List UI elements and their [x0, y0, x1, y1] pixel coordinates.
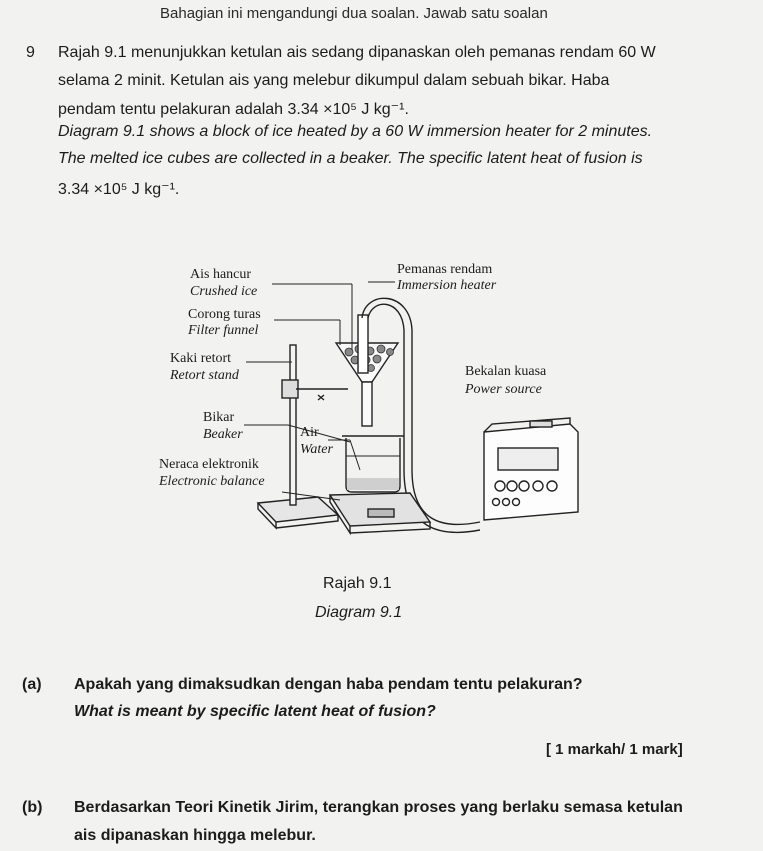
section-header: Bahagian ini mengandungi dua soalan. Jawab satu soalan: [160, 5, 548, 22]
question-malay-line-2: selama 2 minit. Ketulan ais yang melebur dikumpul dalam sebuah bikar. Haba: [58, 72, 610, 89]
part-b-label: (b): [22, 799, 43, 816]
label-water-ms: Air: [300, 425, 319, 440]
immersion-heater: [358, 315, 368, 373]
label-heater-ms: Pemanas rendam: [397, 262, 493, 277]
diagram-caption-english: Diagram 9.1: [315, 604, 403, 621]
label-crushed-ice-ms: Ais hancur: [190, 267, 252, 282]
part-b-malay-line-2: ais dipanaskan hingga melebur.: [74, 827, 316, 844]
label-beaker-en: Beaker: [203, 427, 243, 442]
label-crushed-ice-en: Crushed ice: [190, 284, 258, 299]
part-b-malay-line-1: Berdasarkan Teori Kinetik Jirim, terangkan proses yang berlaku semasa ketulan: [74, 799, 683, 816]
part-a-label: (a): [22, 676, 42, 693]
part-a-malay: Apakah yang dimaksudkan dengan haba pendam tentu pelakuran?: [74, 676, 583, 693]
retort-rod: [290, 345, 296, 505]
part-a-marks: [ 1 markah/ 1 mark]: [546, 741, 683, 758]
label-power-ms: Bekalan kuasa: [465, 364, 547, 379]
question-english-line-2: The melted ice cubes are collected in a beaker. The specific latent heat of fusion is: [58, 150, 643, 167]
label-beaker-ms: Bikar: [203, 410, 235, 425]
question-english-line-1: Diagram 9.1 shows a block of ice heated by a 60 W immersion heater for 2 minutes.: [58, 123, 653, 140]
diagram-caption-malay: Rajah 9.1: [323, 575, 392, 592]
question-malay-line-3: pendam tentu pelakuran adalah 3.34 ×10⁵ J kg⁻¹.: [58, 101, 409, 118]
label-funnel-ms: Corong turas: [188, 307, 261, 322]
retort-stand-base: [258, 497, 338, 522]
part-a-english: What is meant by specific latent heat of fusion?: [74, 703, 436, 720]
latent-heat-value-english: 3.34 ×10⁵ J kg⁻¹.: [58, 181, 180, 198]
clamp-boss: [282, 380, 298, 398]
question-number: 9: [26, 44, 35, 61]
label-balance-ms: Neraca elektronik: [159, 457, 259, 472]
latent-heat-value-malay: 3.34 ×10⁵ J kg⁻¹.: [287, 101, 409, 118]
label-heater-en: Immersion heater: [397, 278, 497, 293]
label-balance-en: Electronic balance: [159, 474, 265, 489]
question-malay-line-1: Rajah 9.1 menunjukkan ketulan ais sedang dipanaskan oleh pemanas rendam 60 W: [58, 44, 656, 61]
label-power-en: Power source: [465, 382, 542, 397]
label-funnel-en: Filter funnel: [188, 323, 259, 338]
label-retort-en: Retort stand: [170, 368, 239, 383]
heater-cable: [362, 298, 480, 524]
label-water-en: Water: [300, 442, 333, 457]
label-retort-ms: Kaki retort: [170, 351, 232, 366]
